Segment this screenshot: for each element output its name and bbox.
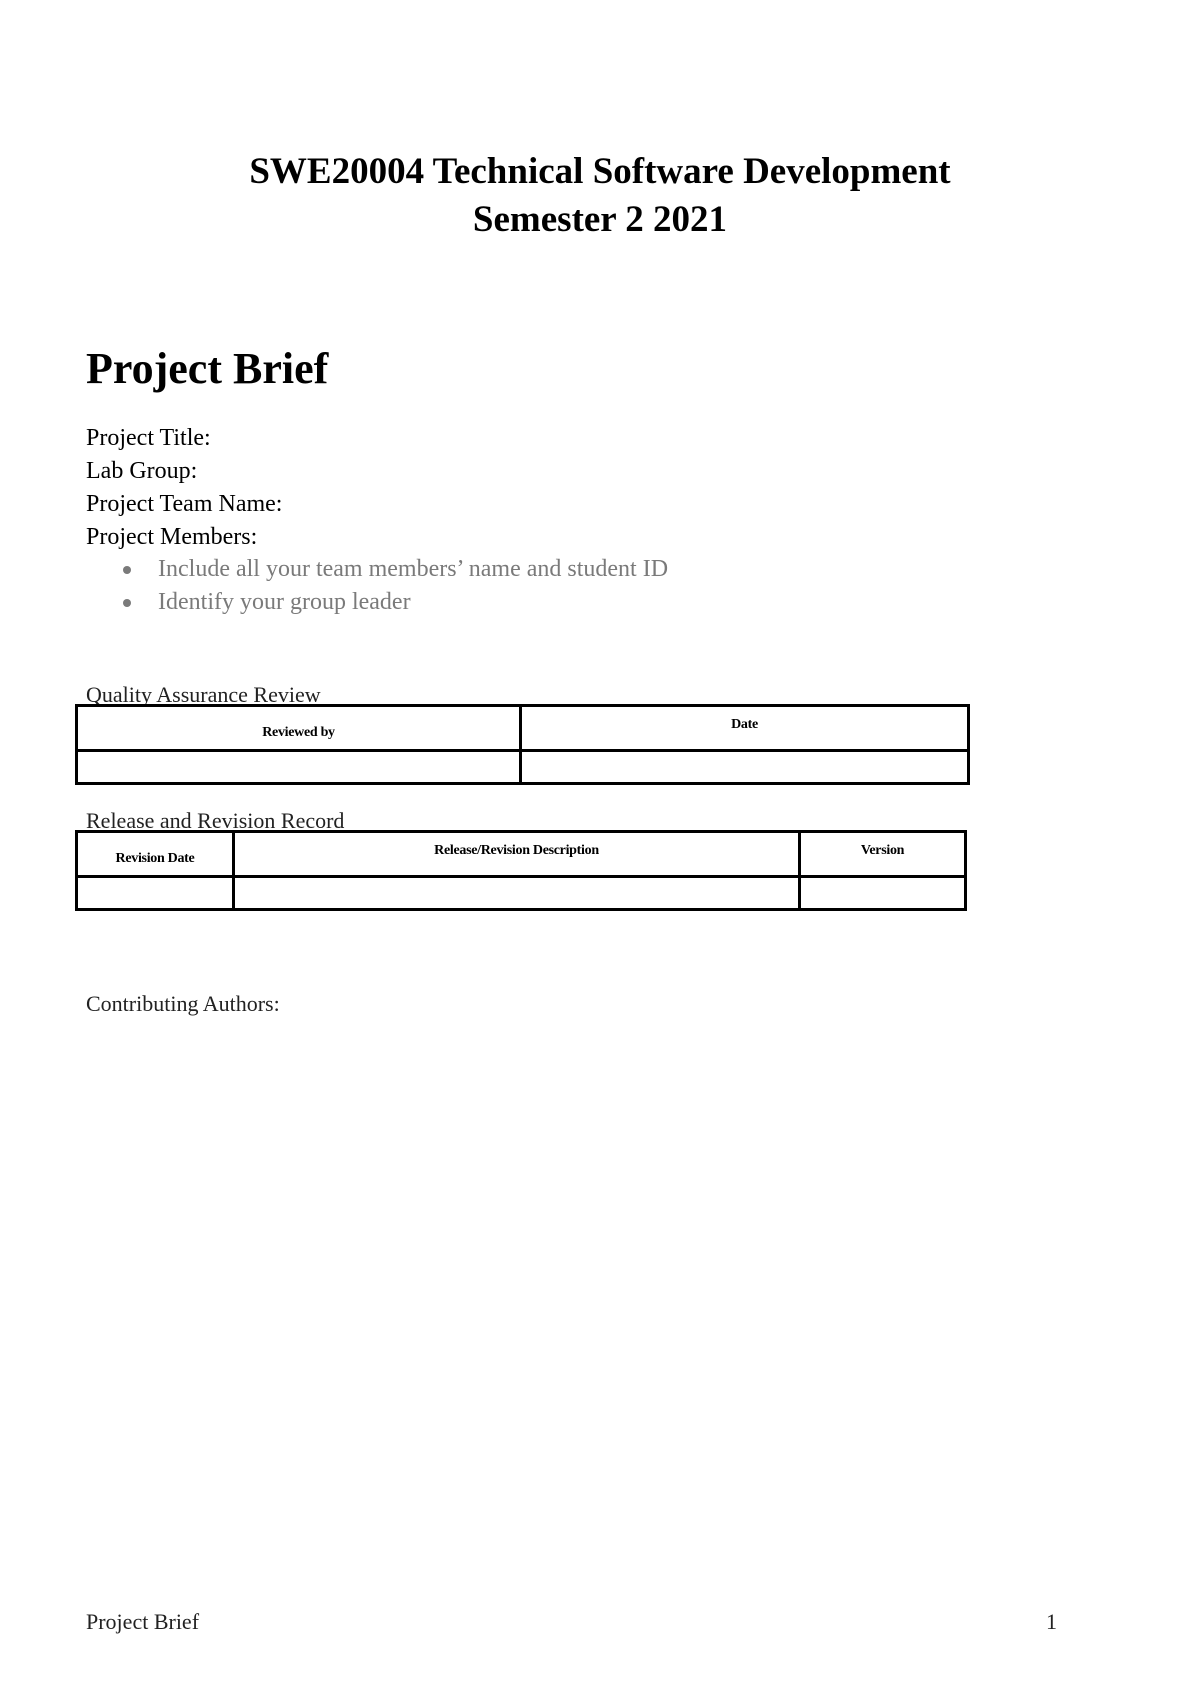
footer-title: Project Brief bbox=[86, 1609, 200, 1634]
course-title-line1: SWE20004 Technical Software Development bbox=[249, 151, 951, 192]
reviewed-by-header: Reviewed by bbox=[77, 706, 521, 751]
revision-record-label: Release and Revision Record bbox=[86, 808, 345, 833]
project-fields bbox=[86, 422, 282, 554]
team-name-label: Project Team Name: bbox=[86, 491, 283, 517]
instruction-text: Identify your group leader bbox=[158, 589, 411, 615]
description-header: Release/Revision Description bbox=[234, 832, 800, 877]
page-number: 1 bbox=[1046, 1609, 1057, 1634]
course-title bbox=[0, 148, 1200, 244]
instruction-text: Include all your team members’ name and student ID bbox=[158, 556, 669, 582]
version-header: Version bbox=[800, 832, 966, 877]
date-header: Date bbox=[521, 706, 969, 751]
project-title-label: Project Title: bbox=[86, 425, 211, 451]
revision-date-cell[interactable] bbox=[77, 877, 234, 910]
version-cell[interactable] bbox=[800, 877, 966, 910]
member-instructions-list bbox=[116, 553, 668, 619]
description-cell[interactable] bbox=[234, 877, 800, 910]
bullet-icon bbox=[123, 599, 131, 607]
date-cell[interactable] bbox=[521, 751, 969, 784]
revision-record-table bbox=[75, 830, 967, 911]
course-title-line2: Semester 2 2021 bbox=[472, 199, 728, 240]
lab-group-label: Lab Group: bbox=[86, 458, 198, 484]
table-row bbox=[77, 877, 966, 910]
qa-review-label: Quality Assurance Review bbox=[86, 682, 321, 707]
contributing-authors-label: Contributing Authors: bbox=[86, 991, 280, 1016]
bullet-icon bbox=[123, 566, 131, 574]
list-item bbox=[116, 553, 668, 586]
table-header-row bbox=[77, 706, 969, 751]
table-row bbox=[77, 751, 969, 784]
members-label: Project Members: bbox=[86, 524, 258, 550]
reviewed-by-cell[interactable] bbox=[77, 751, 521, 784]
table-header-row bbox=[77, 832, 966, 877]
qa-review-table bbox=[75, 704, 970, 785]
revision-date-header: Revision Date bbox=[77, 832, 234, 877]
document-heading: Project Brief bbox=[86, 344, 329, 393]
list-item bbox=[116, 586, 668, 619]
